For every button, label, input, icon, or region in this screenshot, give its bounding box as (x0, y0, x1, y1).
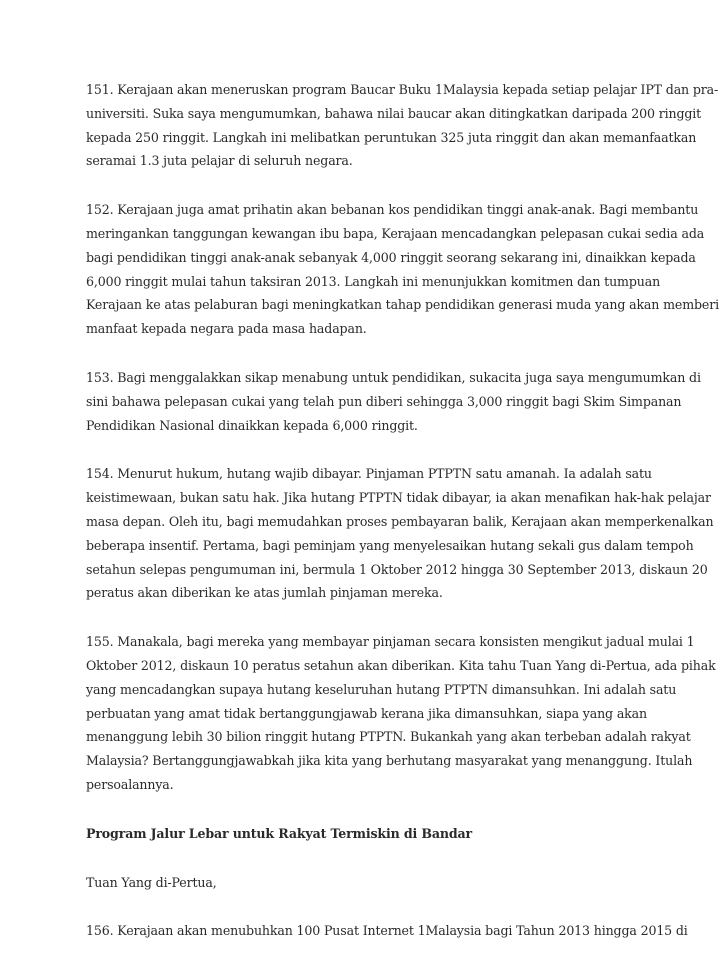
paragraph-153 (86, 366, 701, 437)
text-line: keistimewaan, bukan satu hak. Jika hutang PTPTN tidak dibayar, ia akan menafikan hak-hak pelajar (86, 490, 711, 506)
paragraph-151 (86, 78, 719, 173)
text-line: manfaat kepada negara pada masa hadapan. (86, 321, 367, 337)
text-line: seramai 1.3 juta pelajar di seluruh negara. (86, 153, 353, 169)
text-line: Kerajaan ke atas pelaburan bagi meningkatkan tahap pendidikan generasi muda yang akan memberi (86, 297, 719, 313)
paragraph-155 (86, 630, 716, 797)
text-line: meringankan tanggungan kewangan ibu bapa, Kerajaan mencadangkan pelepasan cukai sedia ada (86, 225, 705, 241)
text-line: yang mencadangkan supaya hutang keseluruhan hutang PTPTN dimansuhkan. Ini adalah satu (86, 681, 677, 697)
text-line: peratus akan diberikan ke atas jumlah pinjaman mereka. (86, 585, 443, 601)
section-heading: Program Jalur Lebar untuk Rakyat Termiskin di Bandar (86, 825, 473, 841)
text-line: Oktober 2012, diskaun 10 peratus setahun akan diberikan. Kita tahu Tuan Yang di-Pertua, ada pihak (86, 657, 716, 673)
text-line: Pendidikan Nasional dinaikkan kepada 6,000 ringgit. (86, 417, 418, 433)
text-line: 151. Kerajaan akan meneruskan program Baucar Buku 1Malaysia kepada setiap pelajar IPT dan pra- (86, 82, 719, 97)
text-line: menanggung lebih 30 bilion ringgit hutang PTPTN. Bukankah yang akan terbeban adalah rakyat (86, 729, 691, 745)
text-line: 155. Manakala, bagi mereka yang membayar pinjaman secara konsisten mengikut jadual mulai 1 (86, 634, 695, 650)
text-line: 152. Kerajaan juga amat prihatin akan bebanan kos pendidikan tinggi anak-anak. Bagi membantu (86, 202, 699, 218)
text-line: kepada 250 ringgit. Langkah ini melibatkan peruntukan 325 juta ringgit dan akan memanfaatkan (86, 129, 697, 145)
text-line: perbuatan yang amat tidak bertanggungjawab kerana jika dimansuhkan, siapa yang akan (86, 705, 647, 721)
paragraph-154 (86, 462, 714, 605)
text-line: Malaysia? Bertanggungjawabkah jika kita yang berhutang masyarakat yang menanggung. Itulah (86, 753, 693, 769)
document-body (86, 78, 719, 968)
text-line: beberapa insentif. Pertama, bagi peminjam yang menyelesaikan hutang sekali gus dalam tempoh (86, 537, 694, 553)
text-line: 153. Bagi menggalakkan sikap menabung untuk pendidikan, sukacita juga saya mengumumkan di (86, 369, 701, 385)
text-line: persoalannya. (86, 776, 174, 792)
salutation: Tuan Yang di-Pertua, (86, 874, 217, 890)
text-line: sini bahawa pelepasan cukai yang telah pun diberi sehingga 3,000 ringgit bagi Skim Simpanan (86, 393, 682, 409)
paragraph-156 (86, 919, 688, 943)
text-line: 156. Kerajaan akan menubuhkan 100 Pusat Internet 1Malaysia bagi Tahun 2013 hingga 2015 di (86, 923, 688, 939)
text-line: 6,000 ringgit mulai tahun taksiran 2013. Langkah ini menunjukkan komitmen dan tumpuan (86, 273, 661, 289)
text-line: setahun selepas pengumuman ini, bermula 1 Oktober 2012 hingga 30 September 2013, diskaun 20 (86, 561, 708, 577)
text-line: 154. Menurut hukum, hutang wajib dibayar. Pinjaman PTPTN satu amanah. Ia adalah satu (86, 466, 652, 482)
text-line: masa depan. Oleh itu, bagi memudahkan proses pembayaran balik, Kerajaan akan memperkenalkan (86, 513, 714, 529)
text-line: universiti. Suka saya mengumumkan, bahawa nilai baucar akan ditingkatkan daripada 200 ringgit (86, 105, 702, 121)
paragraph-152 (86, 198, 719, 341)
text-line: bagi pendidikan tinggi anak-anak sebanyak 4,000 ringgit seorang sekarang ini, dinaikkan kepada (86, 249, 696, 265)
